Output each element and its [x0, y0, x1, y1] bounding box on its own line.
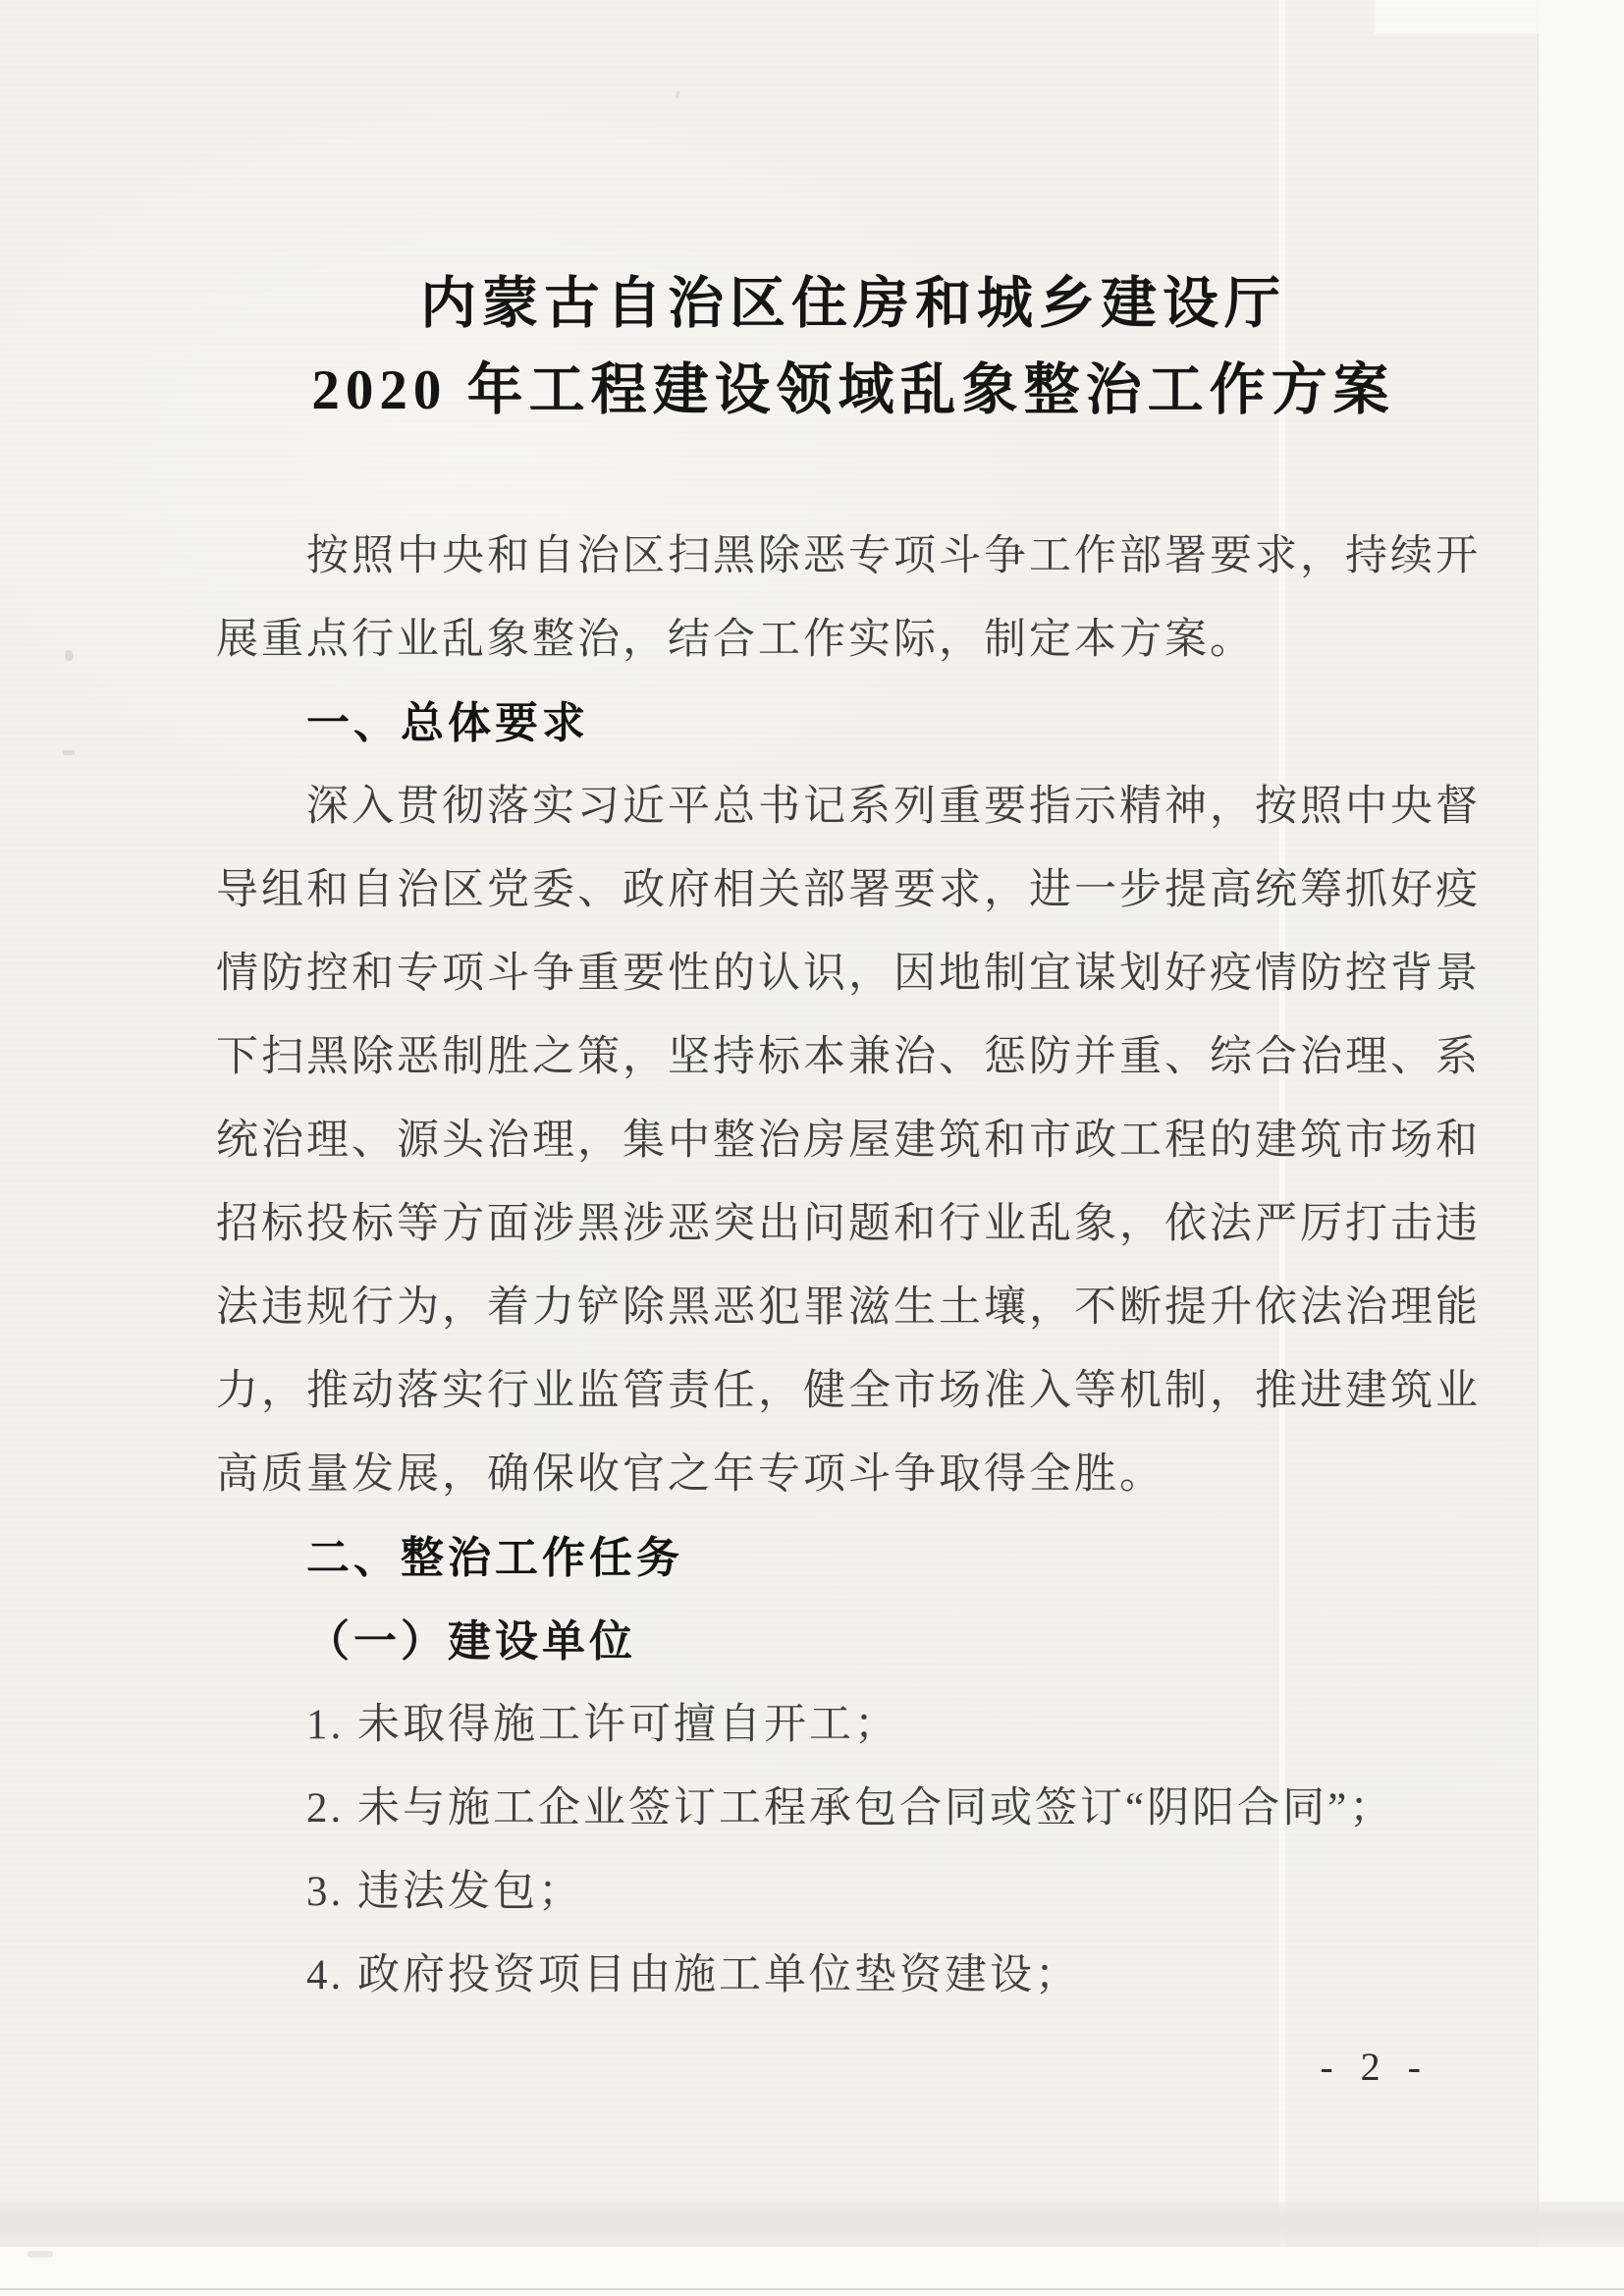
section-1-paragraph-line-7: 法违规行为，着力铲除黑恶犯罪滋生土壤，不断提升依法治理能: [216, 1285, 1481, 1331]
section-2-heading: 二、整治工作任务: [306, 1534, 683, 1582]
scan-light-corner: [1375, 0, 1542, 33]
scan-bottom-shadow-band: [0, 2202, 1624, 2247]
section-1-paragraph-line-2: 导组和自治区党委、政府相关部署要求，进一步提高统筹抓好疫: [216, 867, 1481, 913]
list-item-4: 4. 政府投资项目由施工单位垫资建设；: [306, 1952, 1080, 1998]
scan-speck: [27, 2251, 53, 2258]
scan-speck: [65, 650, 74, 661]
list-item-2: 2. 未与施工企业签订工程承包合同或签订“阴阳合同”；: [306, 1785, 1395, 1831]
section-1-paragraph-line-6: 招标投标等方面涉黑涉恶突出问题和行业乱象，依法严厉打击违: [216, 1201, 1481, 1247]
page-number: - 2 -: [1320, 2045, 1430, 2089]
section-1-paragraph-line-4: 下扫黑除恶制胜之策，坚持标本兼治、惩防并重、综合治理、系: [216, 1034, 1481, 1080]
document-title-line-2: 2020 年工程建设领域乱象整治工作方案: [311, 359, 1395, 421]
section-1-paragraph-line-3: 情防控和专项斗争重要性的认识，因地制宜谋划好疫情防控背景: [216, 951, 1481, 997]
document-content: [216, 261, 1481, 2017]
scan-speck: [63, 750, 75, 755]
section-1-heading: 一、总体要求: [306, 699, 589, 747]
document-title-line-1: 内蒙古自治区住房和城乡建设厅: [420, 273, 1286, 335]
scan-speck: [675, 90, 681, 100]
intro-paragraph-line-1: 按照中央和自治区扫黑除恶专项斗争工作部署要求，持续开: [306, 533, 1481, 579]
section-1-paragraph-line-1: 深入贯彻落实习近平总书记系列重要指示精神，按照中央督: [306, 784, 1481, 830]
scan-edge-band: [1538, 0, 1624, 2296]
list-item-3: 3. 违法发包；: [306, 1869, 583, 1915]
section-1-paragraph-line-5: 统治理、源头治理，集中整治房屋建筑和市政工程的建筑市场和: [216, 1118, 1481, 1164]
section-1-paragraph-line-9: 高质量发展，确保收官之年专项斗争取得全胜。: [216, 1451, 1164, 1498]
subsection-1-heading: （一）建设单位: [306, 1617, 636, 1666]
scan-bottom-edge-line: [0, 2288, 1624, 2290]
intro-paragraph-line-2: 展重点行业乱象整治，结合工作实际，制定本方案。: [216, 617, 1255, 663]
section-1-paragraph-line-8: 力，推动落实行业监管责任，健全市场准入等机制，推进建筑业: [216, 1368, 1481, 1414]
list-item-1: 1. 未取得施工许可擅自开工；: [306, 1702, 899, 1748]
title-body-gap: [216, 434, 1439, 515]
